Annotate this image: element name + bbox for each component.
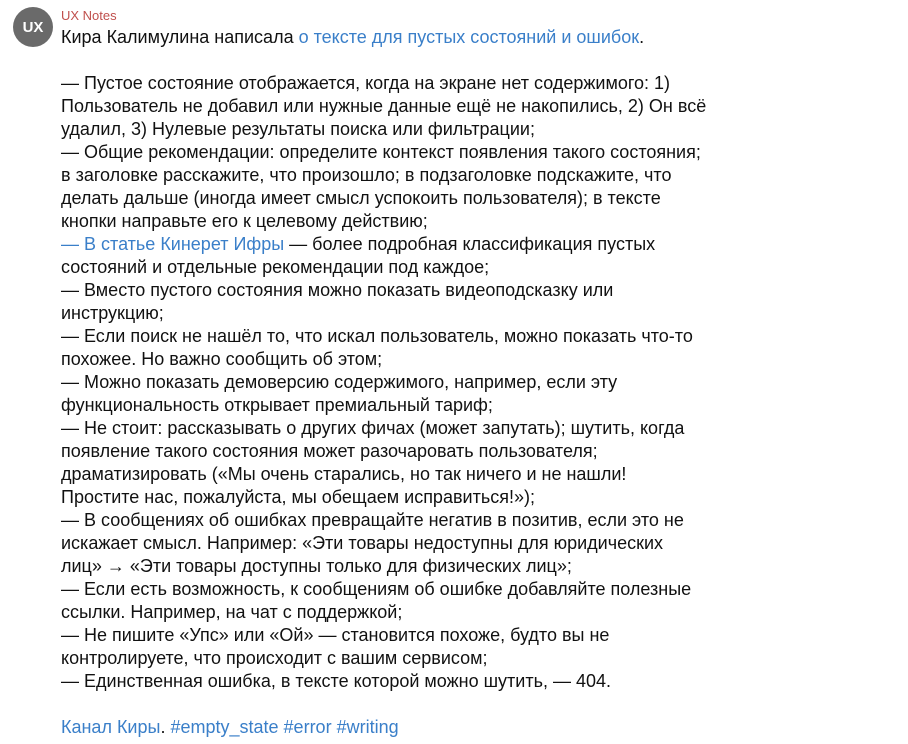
message-link[interactable]: — (61, 234, 85, 254)
message-link[interactable]: #empty_state (170, 717, 279, 737)
message-line (61, 670, 706, 693)
message-link[interactable]: В статье Кинерет Ифры (84, 234, 285, 254)
message-line (61, 486, 706, 509)
message-text: ссылки. Например, на чат с поддержкой; (61, 602, 403, 622)
message-link[interactable]: Канал Киры (61, 717, 161, 737)
message-text: контролируете, что происходит с вашим сервисом; (61, 648, 488, 668)
message-line (61, 532, 706, 555)
message-line (61, 233, 706, 256)
message-text: — Если есть возможность, к сообщениям об ошибке добавляйте полезные (61, 579, 692, 599)
message-text: удалил, 3) Нулевые результаты поиска или фильтрации; (61, 119, 535, 139)
message-text: — Общие рекомендации: определите контекст появления такого состояния; (61, 142, 701, 162)
message-line (61, 417, 706, 440)
message-line (61, 72, 706, 95)
message-link[interactable]: #writing (336, 717, 399, 737)
message-line (61, 348, 706, 371)
message-line (61, 647, 706, 670)
message-line (61, 141, 706, 164)
message-text: Кира Калимулина написала (61, 27, 299, 47)
message-line (61, 440, 706, 463)
message-body (61, 26, 706, 739)
message-line (61, 578, 706, 601)
message-line (61, 26, 706, 49)
channel-name[interactable]: UX Notes (61, 8, 117, 23)
message-text: — Не стоит: рассказывать о других фичах (может запутать); шутить, когда (61, 418, 685, 438)
message-text: — Если поиск не нашёл то, что искал пользователь, можно показать что-то (61, 326, 693, 346)
message-text: Пользователь не добавил или нужные данные ещё не накопились, 2) Он всё (61, 96, 707, 116)
message-text: . (160, 717, 171, 737)
message-line (61, 118, 706, 141)
message-text: искажает смысл. Например: «Эти товары недоступны для юридических (61, 533, 664, 553)
message-line (61, 371, 706, 394)
message-line (61, 325, 706, 348)
message-line (61, 463, 706, 486)
message-text: кнопки направьте его к целевому действию; (61, 211, 428, 231)
message-text: — Можно показать демоверсию содержимого, например, если эту (61, 372, 618, 392)
message-link[interactable]: о тексте для пустых состояний и ошибок (298, 27, 640, 47)
message-line (61, 187, 706, 210)
message-line (61, 509, 706, 532)
message-line (61, 693, 706, 716)
message-line (61, 95, 706, 118)
message-line (61, 555, 706, 578)
message-text: — более подробная классификация пустых (284, 234, 656, 254)
message-text: — Единственная ошибка, в тексте которой можно шутить, — 404. (61, 671, 612, 691)
message-text: лиц» → «Эти товары доступны только для физических лиц»; (61, 556, 572, 576)
message-text: функциональность открывает премиальный тариф; (61, 395, 493, 415)
message-line (61, 601, 706, 624)
message-text: — Вместо пустого состояния можно показать видеоподсказку или (61, 280, 614, 300)
message-text: — Пустое состояние отображается, когда на экране нет содержимого: 1) (61, 73, 671, 93)
message-line (61, 716, 706, 739)
message-text: состояний и отдельные рекомендации под каждое; (61, 257, 490, 277)
message-text: — В сообщениях об ошибках превращайте негатив в позитив, если это не (61, 510, 684, 530)
message-text: в заголовке расскажите, что произошло; в подзаголовке подскажите, что (61, 165, 672, 185)
message-text: делать дальше (иногда имеет смысл успокоить пользователя); в тексте (61, 188, 661, 208)
message-text: похожее. Но важно сообщить об этом; (61, 349, 383, 369)
avatar[interactable]: UX (13, 7, 53, 47)
message-text: Простите нас, пожалуйста, мы обещаем исправиться!»); (61, 487, 535, 507)
message-line (61, 302, 706, 325)
message-text: — Не пишите «Упс» или «Ой» — становится похоже, будто вы не (61, 625, 610, 645)
message-line (61, 394, 706, 417)
message-line (61, 256, 706, 279)
message-text: появление такого состояния может разочаровать пользователя; (61, 441, 598, 461)
message-text: инструкцию; (61, 303, 164, 323)
message-line (61, 624, 706, 647)
message-line (61, 49, 706, 72)
message-text: . (639, 27, 645, 47)
message-line (61, 210, 706, 233)
message-line (61, 164, 706, 187)
message-line (61, 279, 706, 302)
message-text: драматизировать («Мы очень старались, но так ничего и не нашли! (61, 464, 627, 484)
message-link[interactable]: #error (283, 717, 332, 737)
